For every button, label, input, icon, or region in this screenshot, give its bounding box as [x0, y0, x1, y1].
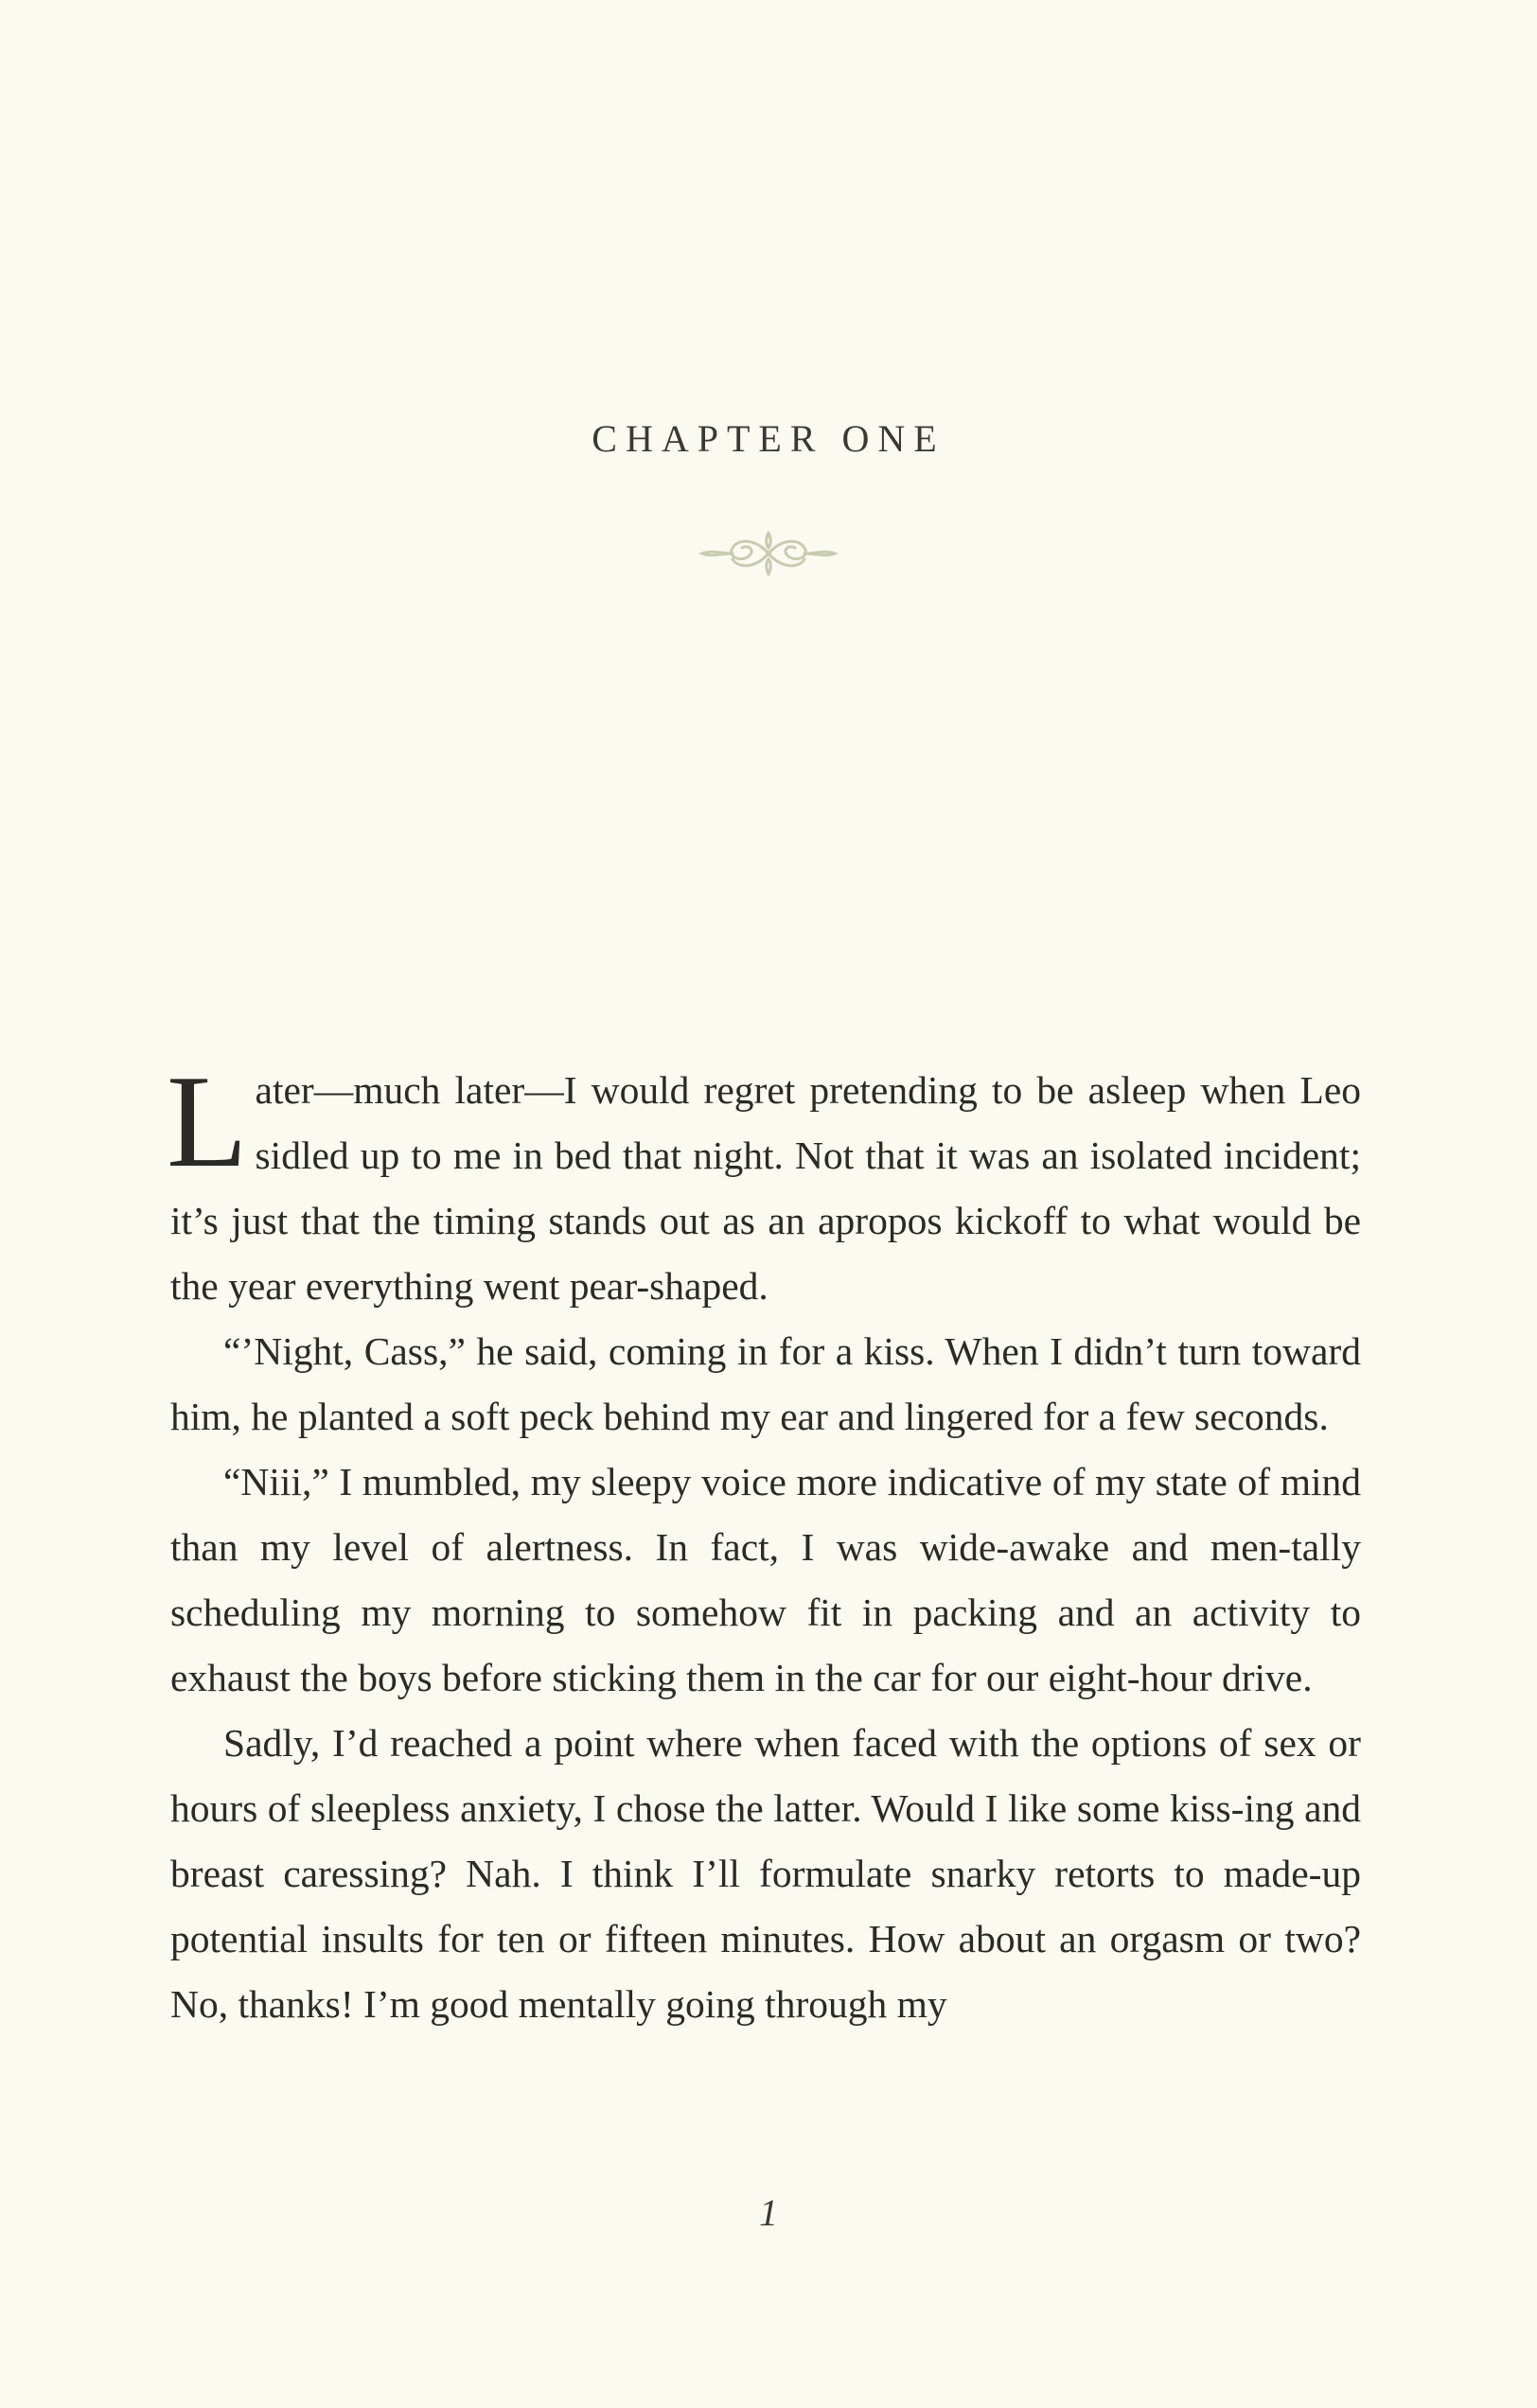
paragraph-1-text: ater—much later—I would regret pretending to be asleep when Leo sidled up to me in bed that night. Not that it was an isolated incident; it’s just that the timing stands out as an apropos kickoff to what would be the year everything went pear-shaped.	[170, 1068, 1361, 1308]
fleuron-ornament-icon	[693, 525, 844, 582]
paragraph-4: Sadly, I’d reached a point where when faced with the options of sex or hours of sleepless anxiety, I chose the latter. Would I like some kiss-ing and breast caressing? Nah. I think I’ll formulate snarky retorts to made-up potential insults for ten or fifteen minutes. How about an orgasm or two? No, thanks! I’m good mentally going through my	[170, 1721, 1361, 2026]
page-number: 1	[759, 2191, 778, 2234]
chapter-heading: CHAPTER ONE	[592, 417, 945, 460]
paragraph-2: “’Night, Cass,” he said, coming in for a kiss. When I didn’t turn toward him, he planted a soft peck behind my ear and lingered for a few seconds.	[170, 1329, 1361, 1438]
chapter-body-text	[167, 1048, 1361, 2037]
paragraph-1	[167, 1048, 1361, 1319]
drop-cap: L	[167, 1048, 248, 1195]
paragraph-3: “Niii,” I mumbled, my sleepy voice more indicative of my state of mind than my level of alertness. In fact, I was wide-awake and men-tally scheduling my morning to somehow fit in packing and an activity to exhaust the boys before sticking them in the car for our eight-hour drive.	[170, 1460, 1361, 1699]
